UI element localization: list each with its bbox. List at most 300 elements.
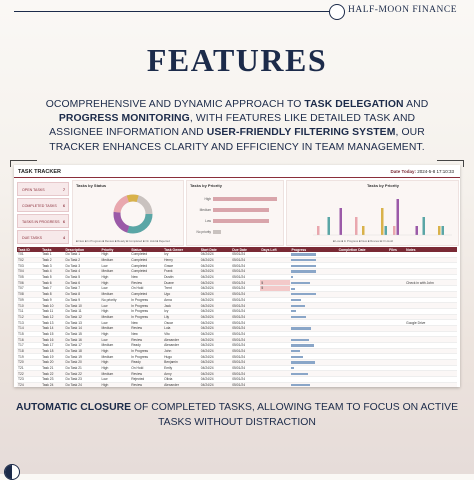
progress-bar	[291, 367, 294, 369]
table-cell: Task 11	[41, 308, 64, 314]
table-cell: 04/24/24	[200, 377, 231, 383]
table-cell: Do Task 23	[64, 377, 100, 383]
column-header[interactable]: Files	[388, 247, 405, 252]
table-cell: Trent	[163, 286, 200, 292]
column-header[interactable]: Priority	[101, 247, 131, 252]
table-cell: Do Task 19	[64, 354, 100, 360]
table-cell: 04/24/24	[200, 365, 231, 371]
table-cell: Task 16	[41, 337, 64, 343]
table-cell: High	[101, 360, 131, 366]
table-cell: Task 21	[41, 365, 64, 371]
column-bar	[362, 226, 365, 235]
table-cell: T06	[17, 280, 41, 286]
table-cell: 05/01/24	[231, 274, 260, 280]
header-divider	[14, 11, 330, 12]
column-legend: ■ Low ■ In Progress ■ New ■ Review ■ On Hold	[333, 239, 393, 243]
table-cell: T12	[17, 314, 41, 320]
table-cell: Ready	[130, 360, 163, 366]
progress-bar	[291, 293, 316, 295]
table-cell: T22	[17, 371, 41, 377]
table-cell: Do Task 5	[64, 274, 100, 280]
table-cell: T19	[17, 354, 41, 360]
table-cell: Do Task 11	[64, 308, 100, 314]
table-cell: 04/24/24	[200, 337, 231, 343]
brand-name: HALF-MOON FINANCE	[348, 5, 458, 15]
progress-bar	[291, 259, 316, 261]
progress-bar	[291, 253, 316, 255]
table-cell: Ugo	[163, 291, 200, 297]
table-cell: 04/24/24	[200, 371, 231, 377]
progress-bar	[291, 327, 311, 329]
progress-bar	[291, 373, 307, 375]
progress-bar	[291, 316, 306, 318]
table-cell: Medium	[101, 269, 131, 275]
table-cell: Ivy	[163, 308, 200, 314]
column-bar	[328, 217, 331, 235]
status-chart-panel	[72, 180, 184, 246]
priority-column-chart	[287, 181, 458, 245]
table-cell: High	[101, 382, 131, 387]
table-cell: New	[130, 320, 163, 326]
table-cell: T02	[17, 257, 41, 263]
table-cell	[290, 382, 337, 387]
table-cell: Do Task 20	[64, 360, 100, 366]
table-cell: Task 23	[41, 377, 64, 383]
brand-logo-icon	[329, 4, 345, 20]
table-cell: T21	[17, 365, 41, 371]
priority-bar	[213, 219, 269, 223]
table-cell: T04	[17, 269, 41, 275]
table-cell: 05/01/24	[231, 348, 260, 354]
table-cell: Task 20	[41, 360, 64, 366]
table-cell: Task 2	[41, 257, 64, 263]
table-cell: 04/24/24	[200, 291, 231, 297]
table-cell: T13	[17, 320, 41, 326]
table-cell: In Progress	[130, 354, 163, 360]
table-cell: T07	[17, 286, 41, 292]
table-cell: High	[101, 348, 131, 354]
table-cell: Lily	[163, 314, 200, 320]
column-header[interactable]: Task Owner	[163, 247, 200, 252]
table-cell	[388, 382, 405, 387]
desc-text: , WITH FEATURES LIKE DETAILED TASK AND ASSIGNEE INFORMATION AND	[49, 113, 416, 139]
table-cell: Low	[101, 320, 131, 326]
table-cell: Task 15	[41, 331, 64, 337]
table-cell: Task 12	[41, 314, 64, 320]
priority-bar-chart	[187, 181, 283, 245]
table-cell: Do Task 9	[64, 297, 100, 303]
table-cell: Alexander	[163, 337, 200, 343]
priority-bar-label: Medium	[199, 208, 211, 212]
table-cell: 05/01/24	[231, 286, 260, 292]
table-cell: Task 8	[41, 291, 64, 297]
table-cell: In Progress	[130, 303, 163, 309]
table-cell: 04/24/24	[200, 252, 231, 257]
task-table	[17, 247, 457, 387]
table-body	[17, 252, 457, 387]
table-cell: 05/01/24	[231, 257, 260, 263]
table-cell: In Progress	[130, 314, 163, 320]
priority-bar	[213, 197, 277, 201]
table-cell: 05/01/24	[231, 320, 260, 326]
table-cell: 05/01/24	[231, 331, 260, 337]
table-cell: Medium	[101, 257, 131, 263]
column-bar	[442, 226, 445, 235]
table-cell: T08	[17, 291, 41, 297]
stat-value: 7	[63, 188, 65, 192]
half-moon-logo-icon	[4, 464, 20, 480]
table-cell: 5	[260, 286, 290, 292]
column-header[interactable]: Notes	[405, 247, 457, 252]
priority-bar	[213, 208, 269, 212]
table-cell: Task 13	[41, 320, 64, 326]
table-row[interactable]	[17, 382, 457, 387]
table-cell: Hugo	[163, 354, 200, 360]
priority-column-title: Tasks by Priority	[367, 183, 399, 188]
priority-chart-title: Tasks by Priority	[190, 183, 222, 188]
table-cell: Review	[130, 325, 163, 331]
table-cell: 04/24/24	[200, 263, 231, 269]
table-cell: 05/01/24	[231, 263, 260, 269]
table-cell: Benjamin	[163, 360, 200, 366]
table-cell: Task 9	[41, 297, 64, 303]
priority-bar-label: High	[204, 197, 211, 201]
table-cell: Task 4	[41, 269, 64, 275]
table-cell: 05/01/24	[231, 252, 260, 257]
table-cell: 05/01/24	[231, 360, 260, 366]
table-cell: Rejected	[130, 377, 163, 383]
priority-bar-label: No priority	[196, 230, 211, 234]
table-cell: John	[163, 348, 200, 354]
dashboard-divider	[14, 177, 460, 178]
stat-label: OPEN TASKS	[22, 188, 45, 192]
table-cell: Review	[130, 280, 163, 286]
table-cell: Completed	[130, 263, 163, 269]
table-cell: 04/24/24	[200, 280, 231, 286]
table-cell: Alexander	[163, 382, 200, 387]
table-cell: Do Task 24	[64, 382, 100, 387]
stat-value: 6	[63, 220, 65, 224]
table-cell: 04/24/24	[200, 382, 231, 387]
table-cell: Task 17	[41, 343, 64, 349]
table-cell: Check in with John	[405, 280, 457, 286]
footer-text: OF COMPLETED TASKS, ALLOWING TEAM TO FOCUS ON ACTIVE TASKS WITHOUT DISTRACTION	[131, 402, 459, 428]
table-cell: Ivy	[163, 252, 200, 257]
column-header[interactable]: Due Date	[231, 247, 260, 252]
stat-due-tasks[interactable]	[17, 230, 69, 244]
status-chart-title: Tasks by Status	[76, 183, 107, 188]
column-bar	[317, 226, 320, 235]
column-bar	[423, 217, 426, 235]
table-cell	[338, 382, 389, 387]
table-cell: In Progress	[130, 348, 163, 354]
table-cell: Do Task 22	[64, 371, 100, 377]
table-cell: Olivia	[163, 377, 200, 383]
date-today	[391, 169, 454, 174]
stat-value: 6	[63, 204, 65, 208]
progress-bar	[291, 350, 300, 352]
dashboard-title: TASK TRACKER	[18, 169, 61, 175]
table-cell: Do Task 16	[64, 337, 100, 343]
table-cell: 04/24/24	[200, 331, 231, 337]
table-cell: Low	[101, 286, 131, 292]
stat-label: DUE TASKS	[22, 236, 43, 240]
table-cell: T09	[17, 297, 41, 303]
table-cell: Completed	[130, 269, 163, 275]
priority-column-panel	[286, 180, 459, 246]
task-tracker-dashboard	[14, 165, 460, 387]
table-cell: Task 7	[41, 286, 64, 292]
stat-value: 4	[63, 236, 65, 240]
table-cell: Emily	[163, 365, 200, 371]
table-cell: Do Task 8	[64, 291, 100, 297]
table-cell: High	[101, 331, 131, 337]
table-cell: High	[101, 280, 131, 286]
table-cell: 05/01/24	[231, 308, 260, 314]
table-cell: Do Task 10	[64, 303, 100, 309]
table-cell: Do Task 1	[64, 252, 100, 257]
stat-completed-tasks[interactable]	[17, 198, 69, 212]
table-cell: 04/24/24	[200, 303, 231, 309]
desc-text: AND	[403, 99, 429, 110]
column-bar	[340, 208, 343, 235]
table-cell: Task 22	[41, 371, 64, 377]
page-title: FEATURES	[146, 42, 328, 78]
table-cell: Do Task 2	[64, 257, 100, 263]
progress-bar	[291, 282, 310, 284]
table-cell: Frank	[163, 269, 200, 275]
desc-bold: PROGRESS MONITORING	[58, 113, 190, 125]
table-cell: T23	[17, 377, 41, 383]
table-cell: 04/24/24	[200, 269, 231, 275]
progress-bar	[291, 276, 292, 278]
table-cell: Anna	[163, 297, 200, 303]
table-cell: Task 5	[41, 274, 64, 280]
column-bar	[381, 208, 384, 235]
table-cell: 05/01/24	[231, 371, 260, 377]
date-label: Date Today:	[390, 169, 416, 174]
priority-bar-label: Low	[205, 219, 211, 223]
table-cell: 05/01/24	[231, 365, 260, 371]
table-cell: Vito	[163, 331, 200, 337]
table-cell: Review	[130, 337, 163, 343]
column-header[interactable]: Task ID	[17, 247, 41, 252]
table-cell	[260, 382, 290, 387]
table-cell: Do Task 12	[64, 314, 100, 320]
table-cell: T01	[17, 252, 41, 257]
table-cell: Do Task 13	[64, 320, 100, 326]
table-cell: Henry	[163, 257, 200, 263]
feature-description	[40, 98, 434, 155]
table-cell: Medium	[101, 314, 131, 320]
table-cell: Medium	[101, 325, 131, 331]
table-cell: Completed	[130, 252, 163, 257]
table-cell: Oscar	[163, 320, 200, 326]
table-cell: 05/01/24	[231, 382, 260, 387]
table-cell: T17	[17, 343, 41, 349]
table-cell: 04/24/24	[200, 320, 231, 326]
table-cell: Jack	[163, 303, 200, 309]
table-cell: Do Task 6	[64, 280, 100, 286]
table-cell: Task 18	[41, 348, 64, 354]
progress-bar	[291, 310, 296, 312]
table-cell: 04/24/24	[200, 325, 231, 331]
table-cell: Low	[101, 263, 131, 269]
table-cell: 05/01/24	[231, 377, 260, 383]
column-header[interactable]: Start Date	[200, 247, 231, 252]
column-header[interactable]: Status	[130, 247, 163, 252]
table-cell: Low	[101, 377, 131, 383]
table-cell: 05/01/24	[231, 280, 260, 286]
table-cell: Ready	[130, 343, 163, 349]
table-cell: 05/01/24	[231, 269, 260, 275]
table-cell: Do Task 7	[64, 286, 100, 292]
footer-caption	[10, 401, 464, 430]
table-cell: Do Task 14	[64, 325, 100, 331]
table-cell: 04/24/24	[200, 343, 231, 349]
table-cell: Medium	[101, 291, 131, 297]
table-cell: T10	[17, 303, 41, 309]
progress-bar	[291, 299, 301, 301]
table-cell: High	[101, 308, 131, 314]
table-cell: 05/01/24	[231, 314, 260, 320]
table-cell: Medium	[101, 343, 131, 349]
table-cell: 05/01/24	[231, 297, 260, 303]
column-header[interactable]: Tasks	[41, 247, 64, 252]
table-cell: Duane	[163, 280, 200, 286]
table-cell: Do Task 4	[64, 269, 100, 275]
desc-text: OCOMPREHENSIVE AND DYNAMIC APPROACH TO	[45, 99, 305, 110]
stat-open-tasks[interactable]	[17, 182, 69, 196]
table-cell: New	[130, 331, 163, 337]
table-cell: Google Drive	[405, 320, 457, 326]
column-header[interactable]: Description	[64, 247, 100, 252]
column-bar	[416, 226, 419, 235]
table-cell: 04/24/24	[200, 360, 231, 366]
table-cell: T03	[17, 263, 41, 269]
column-bar	[397, 199, 400, 235]
table-cell: Low	[101, 303, 131, 309]
table-cell: On Hold	[130, 286, 163, 292]
stat-label: TASKS IN PROGRESS	[22, 220, 60, 224]
priority-bar	[213, 230, 221, 234]
table-cell: 05/01/24	[231, 303, 260, 309]
table-cell: 04/24/24	[200, 257, 231, 263]
priority-chart-panel	[186, 180, 284, 246]
table-cell: Task 3	[41, 263, 64, 269]
table-cell: 05/01/24	[231, 337, 260, 343]
table-cell: 05/01/24	[231, 354, 260, 360]
progress-bar	[291, 384, 310, 386]
table-cell	[405, 382, 457, 387]
progress-bar	[291, 339, 309, 341]
table-cell: Lola	[163, 325, 200, 331]
stat-tasks-in-progress[interactable]	[17, 214, 69, 228]
table-cell: Medium	[101, 354, 131, 360]
table-cell: No priority	[101, 297, 131, 303]
table-header-row	[17, 247, 457, 252]
table-cell: Do Task 17	[64, 343, 100, 349]
column-bar	[438, 226, 441, 235]
table-cell: T05	[17, 274, 41, 280]
desc-bold: USER-FRIENDLY FILTERING SYSTEM	[206, 127, 396, 139]
table-cell: 05/01/24	[231, 325, 260, 331]
table-cell: Anny	[163, 371, 200, 377]
table-cell: Do Task 18	[64, 348, 100, 354]
table-cell: Task 6	[41, 280, 64, 286]
table-cell: 04/24/24	[200, 308, 231, 314]
progress-bar	[291, 356, 302, 358]
table-cell: T18	[17, 348, 41, 354]
table-cell: Do Task 3	[64, 263, 100, 269]
progress-bar	[291, 361, 315, 363]
table-cell: Do Task 15	[64, 331, 100, 337]
table-cell: Alexander	[163, 343, 200, 349]
progress-bar	[291, 344, 314, 346]
table-cell: T15	[17, 331, 41, 337]
table-cell: 04/24/24	[200, 348, 231, 354]
table-cell: T20	[17, 360, 41, 366]
column-bar	[355, 217, 358, 235]
table-cell: T16	[17, 337, 41, 343]
progress-bar	[291, 265, 316, 267]
column-header[interactable]: Days Left	[260, 247, 290, 252]
table-cell: 04/24/24	[200, 297, 231, 303]
status-legend: ■ New ■ In Progress ■ Review ■ Ready ■ Completed ■ On Hold ■ Rejected	[76, 239, 170, 243]
table-cell: On Hold	[130, 365, 163, 371]
table-cell: Completed	[130, 291, 163, 297]
progress-bar	[291, 305, 305, 307]
table-cell: Do Task 21	[64, 365, 100, 371]
table-cell: High	[101, 274, 131, 280]
table-cell: T24	[17, 382, 41, 387]
table-cell: Dustin	[163, 274, 200, 280]
table-cell: Review	[130, 382, 163, 387]
table-cell: T14	[17, 325, 41, 331]
table-cell: 04/24/24	[200, 354, 231, 360]
table-cell: In Progress	[130, 308, 163, 314]
column-header[interactable]: Completion Date	[338, 247, 389, 252]
table-cell: 04/24/24	[200, 286, 231, 292]
table-cell: Task 1	[41, 252, 64, 257]
footer-bold: AUTOMATIC CLOSURE	[15, 402, 132, 413]
table-cell: 5	[260, 280, 290, 286]
table-cell: Task 14	[41, 325, 64, 331]
table-cell: Completed	[130, 257, 163, 263]
table-cell: High	[101, 365, 131, 371]
desc-bold: TASK DELEGATION	[304, 99, 404, 110]
column-header[interactable]: Progress	[290, 247, 337, 252]
date-value: 2024-5-8 17:10:33	[417, 169, 454, 174]
progress-bar	[291, 270, 316, 272]
desc-text: , OUR TRACKER ENHANCES CLARITY AND EFFICIENCY IN TEAM MANAGEMENT.	[49, 127, 425, 153]
table-cell: Low	[101, 337, 131, 343]
table-cell: In Progress	[130, 297, 163, 303]
table-cell: 05/01/24	[231, 343, 260, 349]
table-cell: Medium	[101, 371, 131, 377]
table-cell: 05/01/24	[231, 291, 260, 297]
progress-bar	[291, 288, 295, 290]
column-bar	[393, 226, 396, 235]
table-cell: High	[101, 252, 131, 257]
table-cell: Task 24	[41, 382, 64, 387]
table-cell: Grace	[163, 263, 200, 269]
table-cell: 04/24/24	[200, 314, 231, 320]
table-cell: 04/24/24	[200, 274, 231, 280]
table-cell: T11	[17, 308, 41, 314]
table-cell: Task 10	[41, 303, 64, 309]
column-bar	[385, 226, 388, 235]
